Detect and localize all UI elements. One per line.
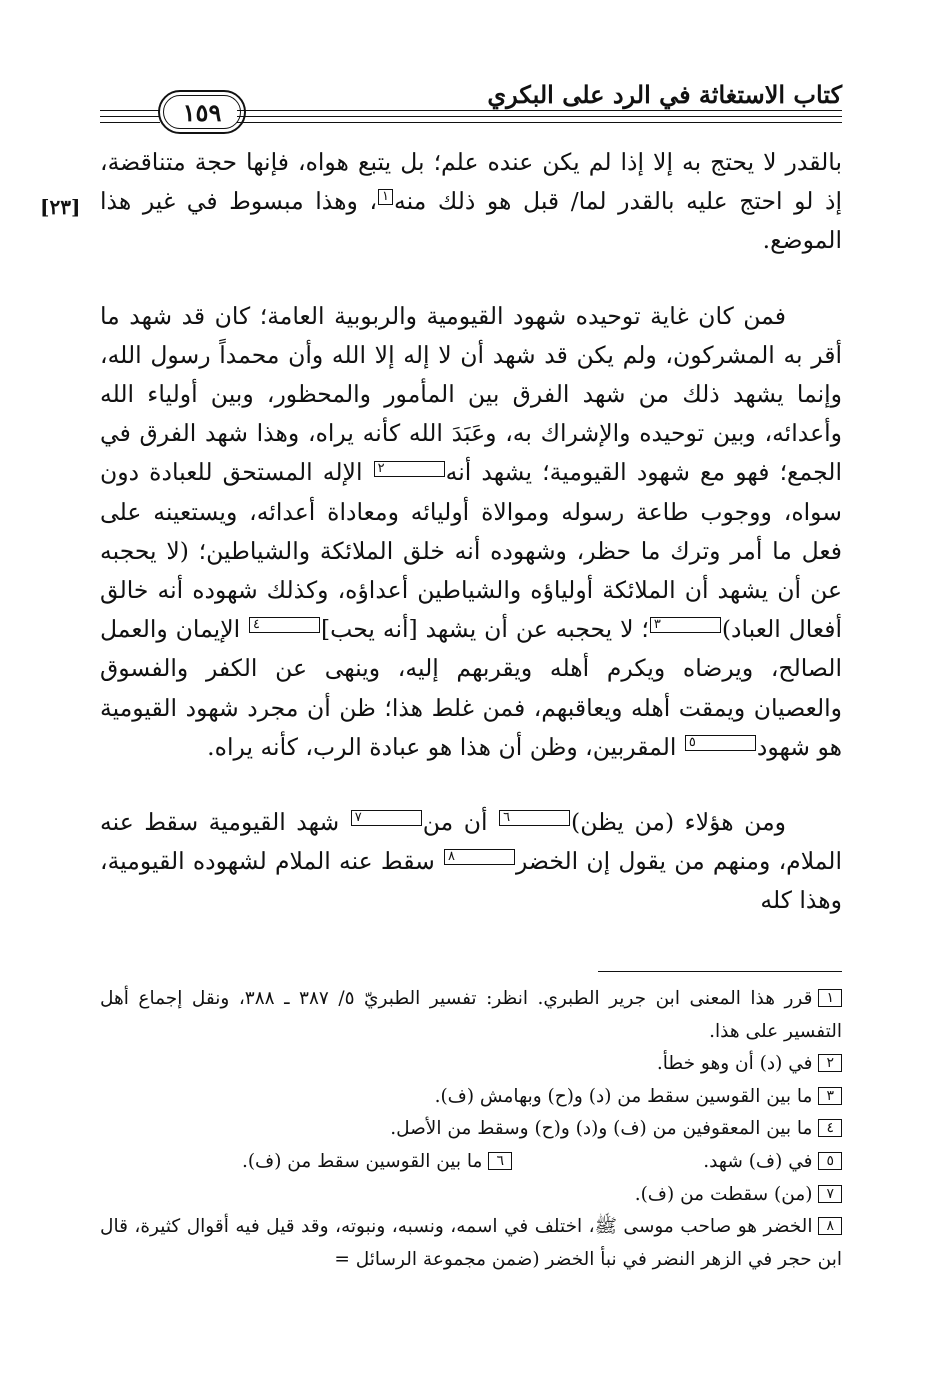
footnote-number: ٧ — [818, 1185, 842, 1203]
page-number: ١٥٩ — [182, 97, 222, 127]
footnote — [100, 983, 842, 1048]
text-run: ، وهذا مبسوط في غير هذا الموضع. — [100, 187, 842, 255]
footnote-pair — [100, 1146, 842, 1179]
footnote — [100, 1179, 842, 1212]
text-run: بالقدر لا يحتج به إلا إذا لم يكن عنده علم؛ بل يتبع هواه، فإنها حجة متناقضة، إذ لو احتج عليه بالقدر لما/ قبل هو ذلك منه — [100, 148, 842, 216]
margin-page-reference: [٢٣] — [40, 195, 81, 219]
paragraph — [100, 143, 842, 261]
footnote-number: ٨ — [818, 1217, 842, 1235]
footnote-ref: ١ — [378, 189, 393, 205]
text-run: المقربين، وظن أن هذا هو عبادة الرب، كأنه يراه. — [207, 732, 684, 761]
footnote — [100, 1211, 842, 1276]
footnote-text: قرر هذا المعنى ابن جرير الطبري. انظر: تفسير الطبريّ ٥/ ٣٨٧ ـ ٣٨٨، ونقل إجماع أهل التفسير على هذا. — [100, 988, 842, 1042]
footnote-number: ٣ — [818, 1087, 842, 1105]
footnote-ref: ٦ — [499, 810, 570, 826]
footnote-ref: ٨ — [444, 849, 515, 865]
main-text — [100, 143, 842, 921]
footnote-ref: ٢ — [374, 461, 445, 477]
footnote-text: في (د) أن وهو خطأ. — [656, 1053, 813, 1075]
header-rule — [100, 110, 160, 111]
running-title: كتاب الاستغاثة في الرد على البكري — [487, 80, 842, 109]
footnote-ref: ٣ — [650, 617, 721, 633]
footnote-text: الخضر هو صاحب موسى ﷺ، اختلف في اسمه، ونسبه، ونبوته، وقد قيل فيه أقوال كثيرة، قال ابن حجر في الزهر النضر في نبأ الخضر (ضمن مجموعة الرسائل = — [100, 1216, 842, 1270]
text-run: ومن هؤلاء (من يظن) — [571, 808, 787, 837]
footnote-number: ٢ — [818, 1054, 842, 1072]
text-run: سقط عنه الملام لشهوده القيومية، وهذا كله — [100, 847, 842, 915]
text-run: الإله المستحق للعبادة دون سواه، ووجوب طاعة رسوله وموالاة أوليائه ومعاداة أعدائه، ويستعينه على فعل ما أمر وترك ما حظر، وشهوده أنه خلق الملائكة والشياطين؛ (لا يحجبه عن أن يشهد أن الملائكة أولياؤه والشياطين أعداؤه، وكذلك شهوده أنه خالق أفعال العباد) — [100, 458, 842, 644]
footnote-text: في (ف) شهد. — [703, 1150, 813, 1172]
footnote-number: ٦ — [488, 1152, 512, 1170]
text-run: فمن كان غاية توحيده شهود القيومية والربوبية العامة؛ كان قد شهد ما أقر به المشركون، ولم يكن قد شهد أن لا إله إلا الله وأن محمداً رسول الله، وإنما يشهد ذلك من شهد الفرق بين المأمور والمحظور، وبين أولياء الله وأعدائه، وبين توحيده والإشراك به، وعَبَدَ الله كأنه يراه، وهذا شهد الفرق في الجمع؛ فهو مع شهود القيومية؛ يشهد أنه — [100, 301, 842, 487]
header-rule — [237, 122, 842, 123]
footnote — [512, 1146, 842, 1179]
text-run: أن من — [422, 808, 499, 837]
footnote-text: ما بين القوسين سقط من (د) و(ح) وبهامش (ف). — [434, 1085, 813, 1107]
footnote-separator — [598, 971, 842, 972]
footnotes — [100, 983, 842, 1276]
page-header — [100, 70, 842, 130]
footnote — [100, 1048, 842, 1081]
header-rule — [237, 116, 842, 117]
header-rule — [237, 110, 842, 111]
footnote — [100, 1081, 842, 1114]
footnote-ref: ٧ — [351, 810, 422, 826]
text-run: شهد القيومية سقط عنه الملام، ومنهم من يقول إن الخضر — [100, 808, 842, 876]
footnote-ref: ٤ — [249, 617, 320, 633]
footnote-ref: ٥ — [685, 735, 756, 751]
footnote — [100, 1113, 842, 1146]
footnote-number: ٥ — [818, 1152, 842, 1170]
paragraph — [100, 803, 842, 921]
footnote-number: ٤ — [818, 1119, 842, 1137]
footnote-number: ١ — [818, 989, 842, 1007]
text-run: الإيمان والعمل الصالح، ويرضاه ويكرم أهله ويقربهم إليه، وينهى عن الكفر والفسوق والعصيان ويمقت أهله ويعاقبهم، فمن غلط هذا؛ ظن أن مجرد شهود القيومية هو شهود — [100, 615, 842, 761]
header-rule — [100, 116, 160, 117]
header-rule — [100, 122, 160, 123]
page-number-frame — [158, 90, 246, 134]
footnote-text: ما بين القوسين سقط من (ف). — [241, 1150, 483, 1172]
text-run: ؛ لا يحجبه عن أن يشهد [أنه يحب] — [321, 615, 649, 644]
footnote-text: (من) سقطت من (ف). — [634, 1183, 813, 1205]
footnote — [182, 1146, 512, 1179]
footnote-text: ما بين المعقوفين من (ف) و(د) و(ح) وسقط من الأصل. — [390, 1118, 813, 1140]
paragraph — [100, 297, 842, 767]
